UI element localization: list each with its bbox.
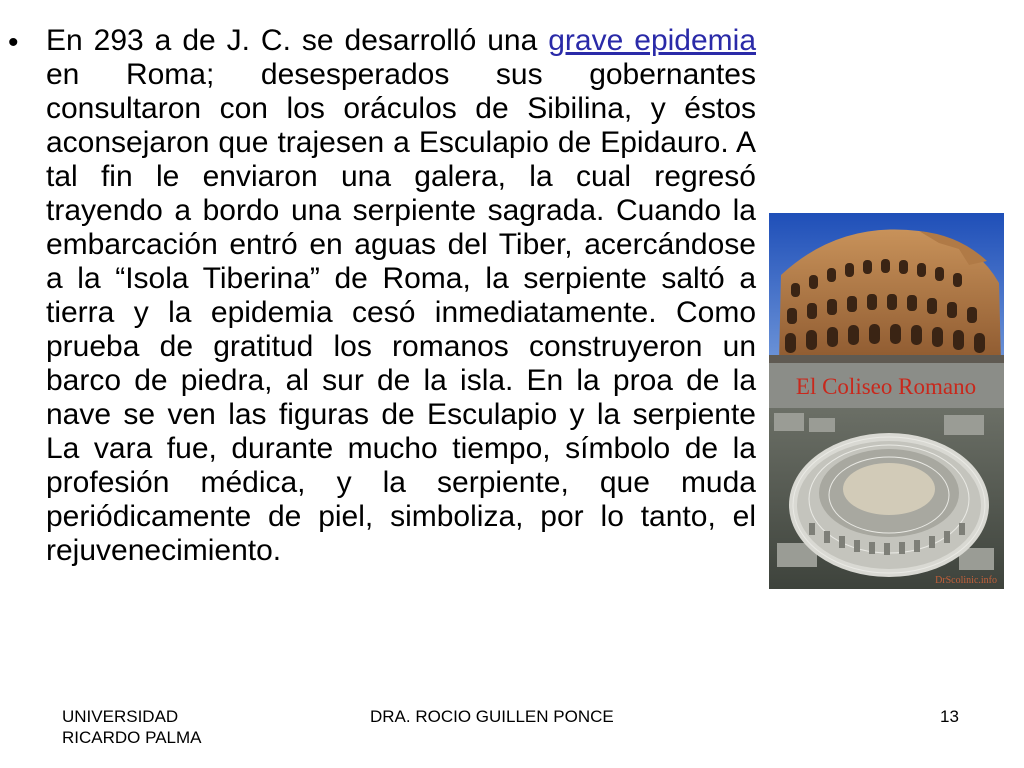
- footer-university: [62, 706, 262, 748]
- bullet-dot: •: [8, 26, 19, 59]
- grave-epidemia-link[interactable]: grave epidemia: [548, 24, 756, 57]
- image-caption: El Coliseo Romano: [795, 374, 977, 399]
- text-after-link: en Roma; desesperados sus gobernantes consultaron con los oráculos de Sibilina, y éstos aconsejaron que trajesen a Esculapio de Epidauro. A tal fin le enviaron una galera, la cual regresó trayendo a bordo una serpiente sagrada. Cuando la embarcación entró en aguas del Tiber, acercándose a la “Isola Tiberina” de Roma, la serpiente saltó a tierra y la epidemia cesó inmediatamente. Como prueba de gratitud los romanos construyeron un barco de piedra, al sur de la isla. En la proa de la nave se ven las figuras de Esculapio y la serpiente La vara fue, durante mucho tiempo, símbolo de la profesión médica, y la serpiente, que muda periódicamente de piel, simboliza, por lo tanto, el rejuvenecimiento.: [46, 58, 756, 567]
- image-watermark: DrScolinic.info: [935, 575, 997, 586]
- footer-page-number: 13: [940, 707, 959, 726]
- footer-university-line1: UNIVERSIDAD: [62, 707, 179, 726]
- footer-university-line2: RICARDO PALMA: [62, 728, 202, 747]
- text-before-link: En 293 a de J. C. se desarrolló una: [46, 24, 549, 57]
- bullet-item: [8, 24, 756, 568]
- footer-author: DRA. ROCIO GUILLEN PONCE: [370, 707, 614, 726]
- slide-body-text: [46, 24, 756, 568]
- colosseum-image: [769, 213, 1004, 589]
